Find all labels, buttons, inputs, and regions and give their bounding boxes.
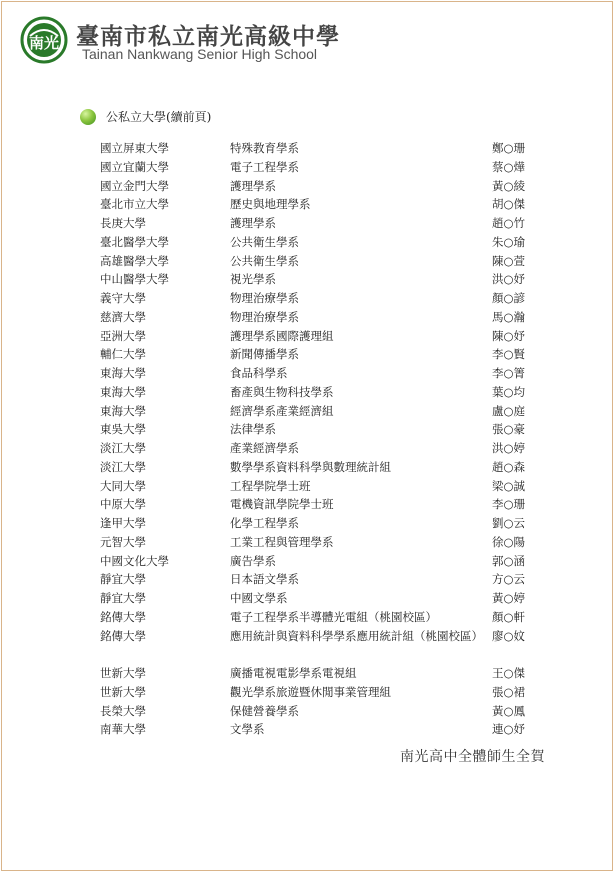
student-name: 馬○瀚 bbox=[492, 309, 526, 324]
student-name: 洪○妤 bbox=[492, 272, 526, 287]
university-name: 元智大學 bbox=[100, 534, 146, 549]
green-ball-bullet-icon bbox=[80, 109, 96, 125]
list-item bbox=[100, 477, 540, 496]
student-name: 張○豪 bbox=[492, 422, 526, 437]
university-name: 國立金門大學 bbox=[100, 178, 169, 193]
student-name: 陳○萱 bbox=[492, 253, 526, 268]
list-item bbox=[100, 664, 540, 683]
department-name: 護理學系 bbox=[230, 216, 276, 230]
student-name: 朱○瑜 bbox=[492, 234, 526, 249]
department-name: 護理學系國際護理組 bbox=[230, 328, 334, 343]
student-name: 趙○森 bbox=[492, 459, 526, 474]
list-item bbox=[100, 270, 540, 289]
department-name: 物理治療學系 bbox=[230, 309, 299, 324]
university-name: 銘傳大學 bbox=[100, 609, 146, 624]
university-name: 長榮大學 bbox=[100, 703, 146, 718]
department-name: 電子工程學系半導體光電組（桃園校區） bbox=[230, 609, 437, 624]
university-name: 高雄醫學大學 bbox=[100, 253, 169, 268]
department-name: 法律學系 bbox=[230, 422, 276, 437]
student-name: 郭○涵 bbox=[492, 553, 526, 568]
list-item bbox=[100, 233, 540, 252]
department-name: 工業工程與管理學系 bbox=[230, 534, 334, 549]
university-name: 國立宜蘭大學 bbox=[100, 159, 169, 174]
list-item bbox=[100, 195, 540, 214]
student-name: 蔡○燁 bbox=[492, 159, 526, 174]
school-logo bbox=[20, 16, 68, 64]
student-name: 王○傑 bbox=[492, 666, 526, 680]
university-name: 南華大學 bbox=[100, 722, 146, 737]
department-name: 觀光學系旅遊暨休閒事業管理組 bbox=[230, 684, 391, 699]
department-name: 廣告學系 bbox=[230, 553, 276, 568]
university-name: 臺北醫學大學 bbox=[100, 234, 169, 249]
list-item bbox=[100, 364, 540, 383]
university-name: 臺北市立大學 bbox=[100, 197, 169, 212]
list-item bbox=[100, 439, 540, 458]
university-name: 慈濟大學 bbox=[100, 309, 146, 324]
student-name: 劉○云 bbox=[492, 516, 526, 530]
student-name: 趙○竹 bbox=[492, 216, 526, 230]
list-item bbox=[100, 458, 540, 477]
department-name: 應用統計與資料科學學系應用統計組（桃園校區） bbox=[230, 628, 483, 643]
student-name: 顏○軒 bbox=[492, 609, 526, 624]
department-name: 特殊教育學系 bbox=[230, 141, 299, 155]
list-item bbox=[100, 177, 540, 196]
department-name: 化學工程學系 bbox=[230, 516, 299, 530]
list-item bbox=[100, 514, 540, 533]
department-name: 歷史與地理學系 bbox=[230, 197, 311, 212]
list-item bbox=[100, 627, 540, 665]
student-name: 黃○鳳 bbox=[492, 703, 526, 718]
student-name: 洪○婷 bbox=[492, 441, 526, 455]
school-name-english: Tainan Nankwang Senior High School bbox=[82, 46, 318, 62]
university-name: 東海大學 bbox=[100, 366, 146, 380]
department-name: 保健營養學系 bbox=[230, 703, 299, 718]
student-name: 黃○綾 bbox=[492, 178, 526, 193]
list-item bbox=[100, 533, 540, 552]
list-item bbox=[100, 495, 540, 514]
department-name: 物理治療學系 bbox=[230, 291, 299, 305]
list-item bbox=[100, 214, 540, 233]
university-name: 東海大學 bbox=[100, 384, 146, 399]
list-item bbox=[100, 383, 540, 402]
department-name: 畜產與生物科技學系 bbox=[230, 384, 334, 399]
student-name: 李○箐 bbox=[492, 366, 526, 380]
student-name: 顏○諺 bbox=[492, 291, 526, 305]
university-name: 東海大學 bbox=[100, 403, 146, 418]
list-item bbox=[100, 402, 540, 421]
university-name: 亞洲大學 bbox=[100, 328, 146, 343]
section-title: 公私立大學(續前頁) bbox=[106, 110, 212, 124]
university-name: 靜宜大學 bbox=[100, 591, 146, 605]
list-item bbox=[100, 345, 540, 364]
school-name-chinese: 臺南市私立南光高級中學 bbox=[76, 24, 340, 50]
university-name: 中原大學 bbox=[100, 497, 146, 512]
department-name: 廣播電視電影學系電視組 bbox=[230, 666, 357, 680]
university-name: 國立屏東大學 bbox=[100, 141, 169, 155]
list-item bbox=[100, 720, 540, 739]
department-name: 視光學系 bbox=[230, 272, 276, 287]
university-name: 淡江大學 bbox=[100, 441, 146, 455]
department-name: 電子工程學系 bbox=[230, 159, 299, 174]
student-name: 方○云 bbox=[492, 572, 526, 587]
student-name: 葉○均 bbox=[492, 384, 526, 399]
university-name: 長庚大學 bbox=[100, 216, 146, 230]
list-item bbox=[100, 139, 540, 158]
student-name: 徐○陽 bbox=[492, 534, 526, 549]
department-name: 公共衛生學系 bbox=[230, 234, 299, 249]
university-name: 輔仁大學 bbox=[100, 347, 146, 362]
department-name: 經濟學系產業經濟組 bbox=[230, 403, 334, 418]
department-name: 護理學系 bbox=[230, 178, 276, 193]
list-item bbox=[100, 608, 540, 627]
list-item bbox=[100, 589, 540, 608]
list-item bbox=[100, 327, 540, 346]
department-name: 食品科學系 bbox=[230, 366, 288, 380]
list-item bbox=[100, 552, 540, 571]
department-name: 工程學院學士班 bbox=[230, 478, 311, 493]
student-name: 張○裙 bbox=[492, 684, 526, 699]
department-name: 新聞傳播學系 bbox=[230, 347, 299, 362]
section-heading bbox=[80, 108, 211, 125]
list-item bbox=[100, 570, 540, 589]
student-name: 陳○妤 bbox=[492, 328, 526, 343]
list-item bbox=[100, 702, 540, 721]
document-page bbox=[1, 1, 613, 871]
university-name: 銘傳大學 bbox=[100, 628, 146, 643]
list-item bbox=[100, 289, 540, 308]
list-item bbox=[100, 683, 540, 702]
department-name: 電機資訊學院學士班 bbox=[230, 497, 334, 512]
university-name: 靜宜大學 bbox=[100, 572, 146, 587]
university-name: 世新大學 bbox=[100, 666, 146, 680]
university-name: 東吳大學 bbox=[100, 422, 146, 437]
list-item bbox=[100, 158, 540, 177]
logo-mark-text: 南光 bbox=[28, 34, 60, 52]
list-item bbox=[100, 308, 540, 327]
student-name: 胡○傑 bbox=[492, 197, 526, 212]
university-name: 中山醫學大學 bbox=[100, 272, 169, 287]
university-name: 逢甲大學 bbox=[100, 516, 146, 530]
student-name: 廖○妏 bbox=[492, 628, 526, 643]
congratulation-signature: 南光高中全體師生全賀 bbox=[400, 749, 545, 765]
university-name: 義守大學 bbox=[100, 291, 146, 305]
university-name: 世新大學 bbox=[100, 684, 146, 699]
student-name: 鄭○珊 bbox=[492, 141, 526, 155]
department-name: 文學系 bbox=[230, 722, 265, 737]
department-name: 日本語文學系 bbox=[230, 572, 299, 587]
list-item bbox=[100, 252, 540, 271]
student-name: 李○賢 bbox=[492, 347, 526, 362]
department-name: 中國文學系 bbox=[230, 591, 288, 605]
student-name: 黃○婷 bbox=[492, 591, 526, 605]
department-name: 數學學系資料科學與數理統計組 bbox=[230, 459, 391, 474]
university-name: 中國文化大學 bbox=[100, 553, 169, 568]
department-name: 公共衛生學系 bbox=[230, 253, 299, 268]
student-name: 連○妤 bbox=[492, 722, 526, 737]
admission-list bbox=[100, 139, 540, 739]
list-item bbox=[100, 420, 540, 439]
university-name: 大同大學 bbox=[100, 478, 146, 493]
student-name: 梁○誠 bbox=[492, 478, 526, 493]
university-name: 淡江大學 bbox=[100, 459, 146, 474]
student-name: 李○珊 bbox=[492, 497, 526, 512]
department-name: 產業經濟學系 bbox=[230, 441, 299, 455]
student-name: 盧○庭 bbox=[492, 403, 526, 418]
